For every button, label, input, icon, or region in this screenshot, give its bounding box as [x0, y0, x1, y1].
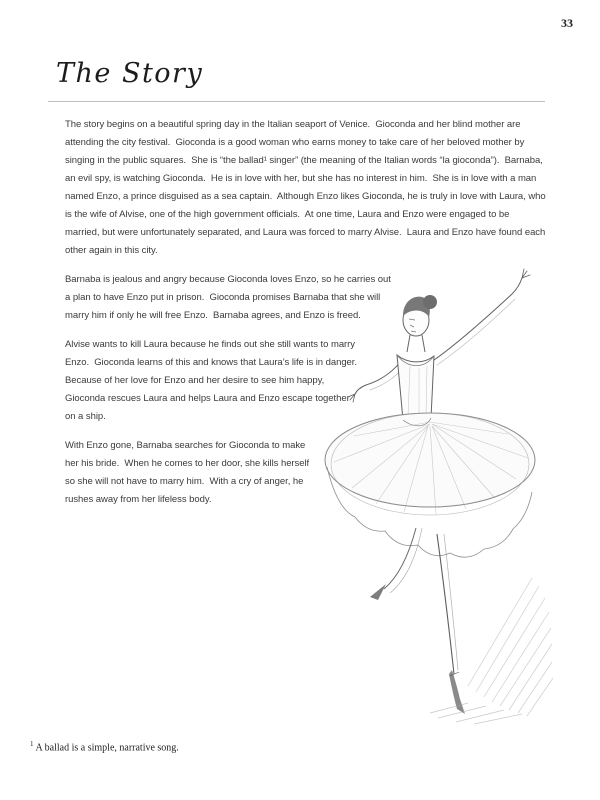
ballerina-sketch-image — [318, 266, 556, 728]
page-number: 33 — [561, 16, 573, 30]
story-paragraph: Alvise wants to kill Laura because he finds out she still wants to marry Enzo. Gioconda learns of this and knows that Laura’s life is in danger. Because of her love for Enzo and her desire to see him happy, Gioconda rescues Laura and helps Laura and Enzo escape together on a ship. — [65, 339, 363, 422]
footnote-marker: 1 — [30, 740, 34, 748]
page-title: The Story — [56, 58, 204, 89]
ballerina-tutu — [325, 413, 535, 557]
story-paragraph: The story begins on a beautiful spring day in the Italian seaport of Venice. Gioconda and her blind mother are attending the city festival. Gioconda is a good woman who earns money to take care of her beloved mother by singing in the public squares. She is “the ballad¹ singer” (the meaning of the Italian words “la gioconda”). Barnaba, an evil spy, is watching Gioconda. He is in love with her, but she has no interest in him. She is in love with a man named Enzo, a prince disguised as a sea captain. Although Enzo likes Gioconda, he is truly in love with Laura, who is the wife of Alvise, one of the high government officials. At one time, Laura and Enzo were engaged to be married, but were unfortunately separated, and Laura was forced to marry Alvise. Laura and Enzo have found each other again in this city. — [65, 119, 549, 256]
ballerina-illustration — [318, 266, 556, 728]
footnote — [30, 740, 179, 753]
ballerina-head — [403, 295, 437, 336]
footnote-text: A ballad is a simple, narrative song. — [35, 742, 179, 754]
title-divider — [48, 101, 545, 102]
story-paragraph: With Enzo gone, Barnaba searches for Gioconda to make her his bride. When he comes to her door, she kills herself so she will not have to marry him. With a cry of anger, he rushes away from her lifeless body. — [65, 440, 312, 505]
story-paragraph: Barnaba is jealous and angry because Gioconda loves Enzo, so he carries out a plan to have Enzo put in prison. Gioconda promises Barnaba that she will marry him if only he will free Enzo. Barnaba agrees, and Enzo is freed. — [65, 274, 394, 321]
